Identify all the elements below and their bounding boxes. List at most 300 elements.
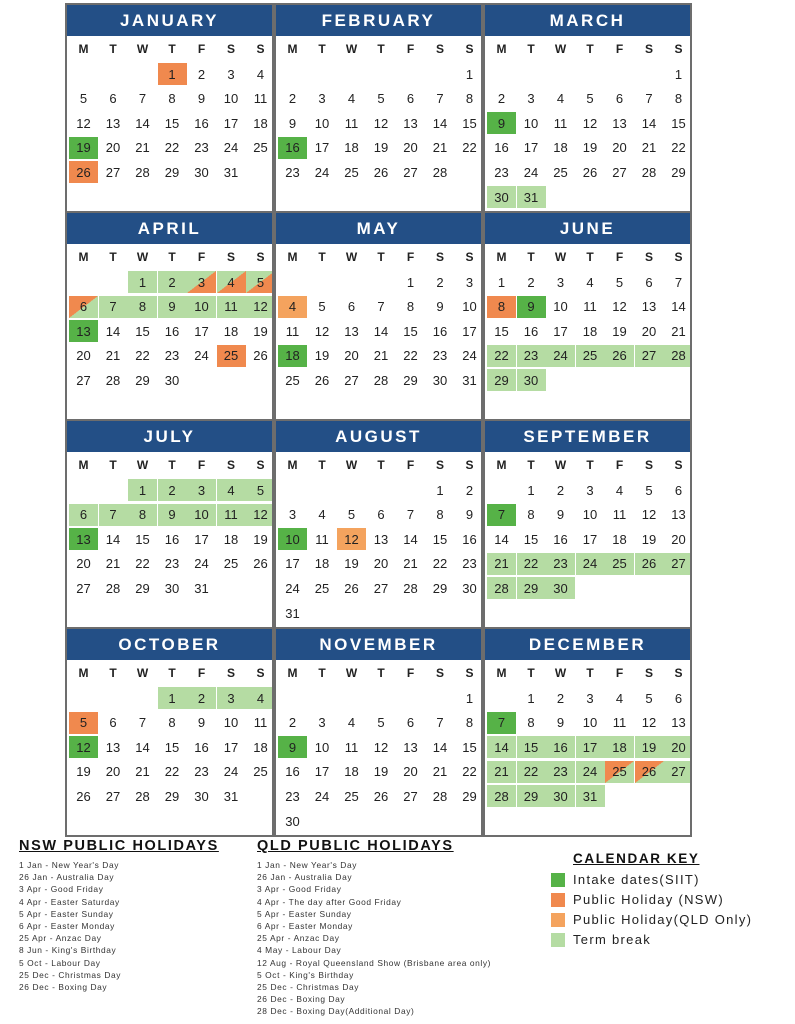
calendar-day: 4 bbox=[256, 66, 265, 82]
calendar-day: 13 bbox=[69, 528, 98, 550]
calendar-day: 29 bbox=[462, 788, 477, 804]
calendar-day: 12 bbox=[612, 299, 627, 315]
weekday-label: T bbox=[168, 250, 176, 264]
calendar-grid bbox=[65, 3, 692, 837]
calendar-day: 3 bbox=[556, 274, 565, 290]
weekday-label: T bbox=[318, 42, 326, 56]
holiday-item: 8 Jun - King's Birthday bbox=[19, 945, 117, 956]
calendar-day: 19 bbox=[344, 556, 359, 572]
calendar-day: 28 bbox=[432, 164, 448, 180]
calendar-day: 1 bbox=[465, 690, 474, 706]
calendar-day: 9 bbox=[436, 299, 444, 315]
calendar-day: 11 bbox=[253, 715, 268, 731]
calendar-day: 22 bbox=[462, 764, 477, 780]
calendar-day: 17 bbox=[462, 323, 477, 339]
calendar-day: 29 bbox=[403, 372, 418, 388]
calendar-day: 13 bbox=[671, 507, 686, 523]
calendar-day: 15 bbox=[494, 323, 509, 339]
holiday-item: 4 May - Labour Day bbox=[257, 945, 342, 956]
calendar-day: 4 bbox=[347, 91, 356, 107]
calendar-day: 10 bbox=[314, 739, 330, 755]
calendar-day: 22 bbox=[462, 140, 477, 156]
calendar-day: 2 bbox=[527, 274, 535, 290]
calendar-day: 15 bbox=[517, 736, 546, 758]
calendar-day: 10 bbox=[582, 507, 598, 523]
calendar-day: 27 bbox=[76, 372, 91, 388]
holiday-item: 5 Apr - Easter Sunday bbox=[257, 908, 352, 919]
calendar-day: 30 bbox=[164, 372, 180, 388]
calendar-day: 12 bbox=[641, 715, 657, 731]
calendar-day: 21 bbox=[105, 348, 121, 364]
key-swatch bbox=[551, 913, 565, 927]
calendar-day: 16 bbox=[278, 137, 307, 159]
calendar-day: 5 bbox=[645, 482, 653, 498]
key-label: Intake dates(SIIT) bbox=[573, 872, 700, 887]
calendar-day: 4 bbox=[347, 715, 356, 731]
calendar-day: 3 bbox=[227, 66, 235, 82]
calendar-day: 5 bbox=[347, 507, 356, 523]
calendar-day: 2 bbox=[158, 271, 187, 293]
calendar-day: 9 bbox=[487, 112, 516, 134]
calendar-day: 7 bbox=[436, 91, 444, 107]
calendar-day: 13 bbox=[69, 320, 98, 342]
weekday-label: S bbox=[435, 42, 444, 56]
calendar-day: 24 bbox=[223, 140, 239, 156]
calendar-day: 19 bbox=[69, 137, 98, 159]
month-january bbox=[67, 5, 272, 211]
calendar-day: 2 bbox=[288, 715, 297, 731]
weekday-label: F bbox=[197, 458, 206, 472]
calendar-day: 23 bbox=[517, 345, 546, 367]
weekday-label: M bbox=[496, 458, 507, 472]
calendar-day: 26 bbox=[76, 788, 91, 804]
calendar-day: 20 bbox=[76, 556, 91, 572]
calendar-day: 4 bbox=[246, 687, 272, 709]
calendar-day: 1 bbox=[436, 482, 444, 498]
weekday-label: S bbox=[674, 666, 683, 680]
calendar-day: 9 bbox=[517, 296, 546, 318]
calendar-day: 18 bbox=[223, 323, 239, 339]
holiday-item: 4 Apr - The day after Good Friday bbox=[257, 896, 402, 907]
calendar-day: 28 bbox=[432, 788, 448, 804]
weekday-label: F bbox=[406, 666, 415, 680]
calendar-day: 26 bbox=[253, 556, 268, 572]
calendar-day: 26 bbox=[344, 580, 359, 596]
calendar-day: 8 bbox=[487, 296, 516, 318]
month-december bbox=[485, 629, 690, 835]
weekday-label: W bbox=[136, 458, 149, 472]
calendar-day: 3 bbox=[586, 690, 594, 706]
calendar-day: 20 bbox=[612, 140, 627, 156]
weekday-label: T bbox=[109, 458, 117, 472]
calendar-day: 16 bbox=[494, 140, 509, 156]
calendar-day: 21 bbox=[487, 553, 516, 575]
month-title: SEPTEMBER bbox=[485, 421, 690, 452]
calendar-day: 10 bbox=[582, 715, 598, 731]
calendar-day: 3 bbox=[288, 507, 297, 523]
calendar-day: 9 bbox=[465, 507, 474, 523]
calendar-day: 29 bbox=[517, 577, 546, 599]
calendar-day: 1 bbox=[128, 271, 157, 293]
calendar-day: 16 bbox=[432, 323, 448, 339]
month-title: MAY bbox=[276, 213, 481, 244]
calendar-day: 7 bbox=[99, 504, 128, 526]
calendar-day: 5 bbox=[377, 91, 385, 107]
calendar-day: 18 bbox=[314, 556, 330, 572]
calendar-day: 12 bbox=[246, 296, 272, 318]
calendar-day: 7 bbox=[377, 299, 385, 315]
weekday-label: S bbox=[674, 458, 683, 472]
calendar-day: 2 bbox=[465, 482, 474, 498]
calendar-day: 22 bbox=[487, 345, 516, 367]
calendar-day: 28 bbox=[135, 788, 150, 804]
month-title: DECEMBER bbox=[485, 629, 690, 660]
calendar-day: 29 bbox=[135, 580, 150, 596]
calendar-day: 19 bbox=[641, 531, 657, 547]
calendar-day: 9 bbox=[278, 736, 307, 758]
calendar-day: 4 bbox=[217, 271, 246, 293]
calendar-day: 25 bbox=[223, 556, 239, 572]
calendar-day: 6 bbox=[645, 274, 653, 290]
calendar-day: 2 bbox=[288, 91, 297, 107]
qld-holidays-title: QLD PUBLIC HOLIDAYS bbox=[257, 838, 454, 854]
weekday-label: W bbox=[345, 42, 358, 56]
calendar-day: 15 bbox=[403, 323, 418, 339]
calendar-day: 27 bbox=[664, 761, 690, 783]
calendar-day: 11 bbox=[553, 115, 568, 131]
weekday-label: S bbox=[226, 458, 235, 472]
weekday-label: W bbox=[554, 666, 567, 680]
calendar-day: 7 bbox=[138, 715, 147, 731]
calendar-day: 6 bbox=[674, 690, 683, 706]
calendar-day: 23 bbox=[285, 788, 300, 804]
calendar-day: 27 bbox=[403, 788, 418, 804]
key-label: Term break bbox=[573, 932, 652, 947]
holiday-item: 5 Apr - Easter Sunday bbox=[19, 908, 114, 919]
calendar-day: 25 bbox=[253, 140, 268, 156]
calendar-day: 27 bbox=[403, 164, 418, 180]
calendar-day: 25 bbox=[314, 580, 330, 596]
calendar-day: 9 bbox=[556, 507, 565, 523]
weekday-label: T bbox=[377, 42, 385, 56]
month-title: JUNE bbox=[485, 213, 690, 244]
calendar-day: 13 bbox=[344, 323, 359, 339]
calendar-day: 20 bbox=[373, 556, 389, 572]
calendar-day: 27 bbox=[612, 164, 627, 180]
calendar-day: 19 bbox=[635, 736, 664, 758]
calendar-day: 5 bbox=[377, 715, 385, 731]
calendar-day: 12 bbox=[69, 736, 98, 758]
calendar-day: 22 bbox=[517, 553, 546, 575]
weekday-label: S bbox=[256, 250, 265, 264]
calendar-day: 25 bbox=[605, 553, 634, 575]
weekday-label: F bbox=[615, 458, 624, 472]
holiday-item: 25 Apr - Anzac Day bbox=[19, 933, 102, 944]
calendar-day: 26 bbox=[373, 164, 389, 180]
calendar-day: 17 bbox=[523, 140, 539, 156]
weekday-label: T bbox=[109, 250, 117, 264]
calendar-day: 27 bbox=[105, 788, 121, 804]
calendar-day: 23 bbox=[285, 164, 300, 180]
weekday-label: T bbox=[586, 666, 594, 680]
weekday-label: T bbox=[377, 666, 385, 680]
calendar-day: 10 bbox=[523, 115, 539, 131]
calendar-day: 23 bbox=[164, 348, 180, 364]
calendar-day: 3 bbox=[465, 274, 474, 290]
calendar-day: 20 bbox=[403, 764, 418, 780]
calendar-day: 21 bbox=[373, 348, 389, 364]
calendar-day: 11 bbox=[612, 507, 627, 523]
calendar-day: 14 bbox=[432, 115, 448, 131]
calendar-day: 5 bbox=[79, 91, 88, 107]
nsw-holidays-list bbox=[19, 859, 121, 993]
calendar-day: 5 bbox=[246, 479, 272, 501]
calendar-day: 25 bbox=[285, 372, 300, 388]
calendar-day: 7 bbox=[99, 296, 128, 318]
weekday-label: S bbox=[256, 42, 265, 56]
calendar-day: 12 bbox=[373, 115, 389, 131]
calendar-day: 30 bbox=[462, 580, 477, 596]
calendar-day: 18 bbox=[223, 531, 239, 547]
weekday-label: F bbox=[406, 250, 415, 264]
calendar-day: 1 bbox=[527, 690, 535, 706]
calendar-day: 24 bbox=[546, 345, 575, 367]
weekday-label: W bbox=[554, 458, 567, 472]
calendar-day: 24 bbox=[194, 348, 209, 364]
calendar-day: 5 bbox=[645, 690, 653, 706]
calendar-day: 22 bbox=[164, 764, 180, 780]
calendar-day: 15 bbox=[135, 323, 150, 339]
calendar-day: 27 bbox=[373, 580, 389, 596]
calendar-day: 3 bbox=[318, 715, 326, 731]
calendar-day: 2 bbox=[197, 66, 206, 82]
calendar-day: 2 bbox=[187, 687, 216, 709]
weekday-label: S bbox=[674, 250, 683, 264]
calendar-day: 18 bbox=[605, 736, 634, 758]
key-swatch bbox=[551, 933, 565, 947]
calendar-day: 25 bbox=[576, 345, 605, 367]
weekday-label: M bbox=[78, 42, 89, 56]
calendar-day: 10 bbox=[223, 91, 239, 107]
calendar-day: 14 bbox=[105, 531, 121, 547]
calendar-day: 20 bbox=[76, 348, 91, 364]
calendar-day: 28 bbox=[664, 345, 690, 367]
key-row bbox=[551, 892, 724, 907]
calendar-day: 10 bbox=[223, 715, 239, 731]
holiday-item: 6 Apr - Easter Monday bbox=[19, 920, 115, 931]
calendar-day: 8 bbox=[168, 715, 176, 731]
key-row bbox=[551, 932, 651, 947]
calendar-day: 19 bbox=[582, 140, 598, 156]
calendar-day: 12 bbox=[76, 115, 91, 131]
calendar-day: 14 bbox=[432, 739, 448, 755]
calendar-day: 17 bbox=[314, 764, 330, 780]
calendar-day: 28 bbox=[487, 577, 516, 599]
calendar-day: 3 bbox=[217, 687, 246, 709]
weekday-label: T bbox=[318, 458, 326, 472]
holiday-item: 26 Dec - Boxing Day bbox=[257, 994, 346, 1005]
key-row bbox=[551, 912, 752, 927]
calendar-day: 21 bbox=[105, 556, 121, 572]
calendar-day: 29 bbox=[135, 372, 150, 388]
calendar-day: 8 bbox=[168, 91, 176, 107]
calendar-day: 29 bbox=[517, 785, 546, 807]
weekday-label: S bbox=[256, 458, 265, 472]
weekday-label: W bbox=[345, 666, 358, 680]
calendar-day: 30 bbox=[546, 577, 575, 599]
calendar-day: 14 bbox=[135, 739, 150, 755]
calendar-day: 24 bbox=[285, 580, 300, 596]
calendar-day: 14 bbox=[487, 736, 516, 758]
calendar-day: 1 bbox=[158, 63, 187, 85]
calendar-day: 18 bbox=[582, 323, 598, 339]
calendar-day: 24 bbox=[576, 761, 605, 783]
calendar-day: 28 bbox=[641, 164, 657, 180]
calendar-day: 22 bbox=[403, 348, 418, 364]
calendar-day: 27 bbox=[344, 372, 359, 388]
holiday-item: 5 Oct - King's Birthday bbox=[257, 969, 354, 980]
weekday-label: M bbox=[496, 666, 507, 680]
calendar-day: 4 bbox=[318, 507, 326, 523]
calendar-day: 5 bbox=[69, 712, 98, 734]
calendar-day: 18 bbox=[253, 739, 268, 755]
calendar-day: 13 bbox=[105, 739, 121, 755]
calendar-day: 26 bbox=[314, 372, 330, 388]
calendar-day: 17 bbox=[582, 531, 598, 547]
calendar-day: 20 bbox=[671, 531, 686, 547]
holiday-item: 25 Apr - Anzac Day bbox=[257, 933, 340, 944]
weekday-label: S bbox=[226, 250, 235, 264]
calendar-day: 31 bbox=[223, 164, 239, 180]
calendar-day: 13 bbox=[671, 715, 686, 731]
calendar-day: 3 bbox=[586, 482, 594, 498]
weekday-label: F bbox=[615, 250, 624, 264]
calendar-day: 30 bbox=[546, 785, 575, 807]
calendar-day: 13 bbox=[403, 115, 418, 131]
calendar-day: 16 bbox=[194, 115, 209, 131]
calendar-day: 11 bbox=[612, 715, 627, 731]
calendar-key-title: CALENDAR KEY bbox=[573, 851, 700, 866]
calendar-day: 1 bbox=[527, 482, 535, 498]
calendar-day: 9 bbox=[158, 504, 187, 526]
calendar-day: 12 bbox=[641, 507, 657, 523]
weekday-label: S bbox=[435, 250, 444, 264]
calendar-day: 8 bbox=[128, 504, 157, 526]
calendar-day: 26 bbox=[635, 761, 664, 783]
calendar-day: 21 bbox=[403, 556, 418, 572]
calendar-day: 8 bbox=[674, 91, 683, 107]
weekday-label: S bbox=[674, 42, 683, 56]
key-swatch bbox=[551, 873, 565, 887]
weekday-label: T bbox=[168, 666, 176, 680]
calendar-day: 15 bbox=[432, 531, 448, 547]
weekday-label: M bbox=[78, 458, 89, 472]
weekday-label: F bbox=[197, 666, 206, 680]
calendar-day: 29 bbox=[164, 788, 180, 804]
holiday-item: 6 Apr - Easter Monday bbox=[257, 920, 353, 931]
calendar-day: 23 bbox=[194, 140, 209, 156]
month-march bbox=[485, 5, 690, 211]
weekday-label: S bbox=[644, 250, 653, 264]
calendar-day: 4 bbox=[615, 690, 624, 706]
holiday-item: 4 Apr - Easter Saturday bbox=[19, 896, 120, 907]
key-row bbox=[551, 872, 700, 887]
weekday-label: S bbox=[644, 666, 653, 680]
holiday-item: 28 Dec - Boxing Day(Additional Day) bbox=[257, 1006, 415, 1017]
calendar-day: 4 bbox=[615, 482, 624, 498]
calendar-day: 27 bbox=[105, 164, 121, 180]
calendar-day: 6 bbox=[406, 91, 415, 107]
calendar-day: 11 bbox=[217, 504, 246, 526]
holiday-item: 25 Dec - Christmas Day bbox=[19, 969, 122, 980]
calendar-day: 10 bbox=[462, 299, 477, 315]
calendar-day: 28 bbox=[373, 372, 389, 388]
weekday-label: T bbox=[318, 250, 326, 264]
holiday-item: 5 Oct - Labour Day bbox=[19, 957, 101, 968]
holiday-item: 26 Jan - Australia Day bbox=[257, 872, 353, 883]
calendar-day: 15 bbox=[523, 531, 539, 547]
month-february bbox=[276, 5, 481, 211]
calendar-day: 11 bbox=[285, 323, 300, 339]
calendar-day: 18 bbox=[253, 115, 268, 131]
weekday-label: M bbox=[78, 666, 89, 680]
calendar-day: 11 bbox=[253, 91, 268, 107]
calendar-day: 14 bbox=[105, 323, 121, 339]
calendar-day: 10 bbox=[314, 115, 330, 131]
calendar-day: 18 bbox=[344, 140, 359, 156]
calendar-day: 8 bbox=[465, 715, 474, 731]
weekday-label: T bbox=[168, 42, 176, 56]
calendar-day: 13 bbox=[612, 115, 627, 131]
calendar-day: 2 bbox=[556, 482, 565, 498]
calendar-day: 9 bbox=[288, 115, 297, 131]
calendar-day: 6 bbox=[109, 91, 117, 107]
weekday-label: F bbox=[406, 458, 415, 472]
calendar-day: 17 bbox=[223, 739, 239, 755]
calendar-day: 14 bbox=[671, 299, 686, 315]
key-swatch bbox=[551, 893, 565, 907]
calendar-day: 27 bbox=[76, 580, 91, 596]
calendar-day: 10 bbox=[187, 296, 216, 318]
calendar-day: 22 bbox=[671, 140, 686, 156]
calendar-day: 6 bbox=[69, 504, 98, 526]
calendar-day: 6 bbox=[406, 715, 415, 731]
calendar-day: 16 bbox=[194, 739, 209, 755]
calendar-day: 6 bbox=[69, 296, 98, 318]
calendar-day: 30 bbox=[517, 369, 546, 391]
weekday-label: M bbox=[287, 250, 298, 264]
calendar-day: 24 bbox=[194, 556, 209, 572]
calendar-day: 13 bbox=[641, 299, 657, 315]
calendar-day: 17 bbox=[194, 531, 209, 547]
calendar-day: 12 bbox=[314, 323, 330, 339]
month-title: APRIL bbox=[67, 213, 272, 244]
calendar-day: 28 bbox=[105, 372, 121, 388]
calendar-day: 8 bbox=[527, 715, 535, 731]
calendar-day: 26 bbox=[582, 164, 598, 180]
calendar-day: 9 bbox=[197, 91, 206, 107]
calendar-day: 7 bbox=[487, 504, 516, 526]
calendar-day: 28 bbox=[105, 580, 121, 596]
calendar-day: 14 bbox=[135, 115, 150, 131]
weekday-label: W bbox=[554, 250, 567, 264]
weekday-label: S bbox=[465, 250, 474, 264]
calendar-day: 19 bbox=[253, 323, 268, 339]
calendar-day: 24 bbox=[462, 348, 477, 364]
calendar-day: 6 bbox=[674, 482, 683, 498]
holiday-item: 26 Jan - Australia Day bbox=[19, 872, 115, 883]
calendar-day: 29 bbox=[164, 164, 180, 180]
